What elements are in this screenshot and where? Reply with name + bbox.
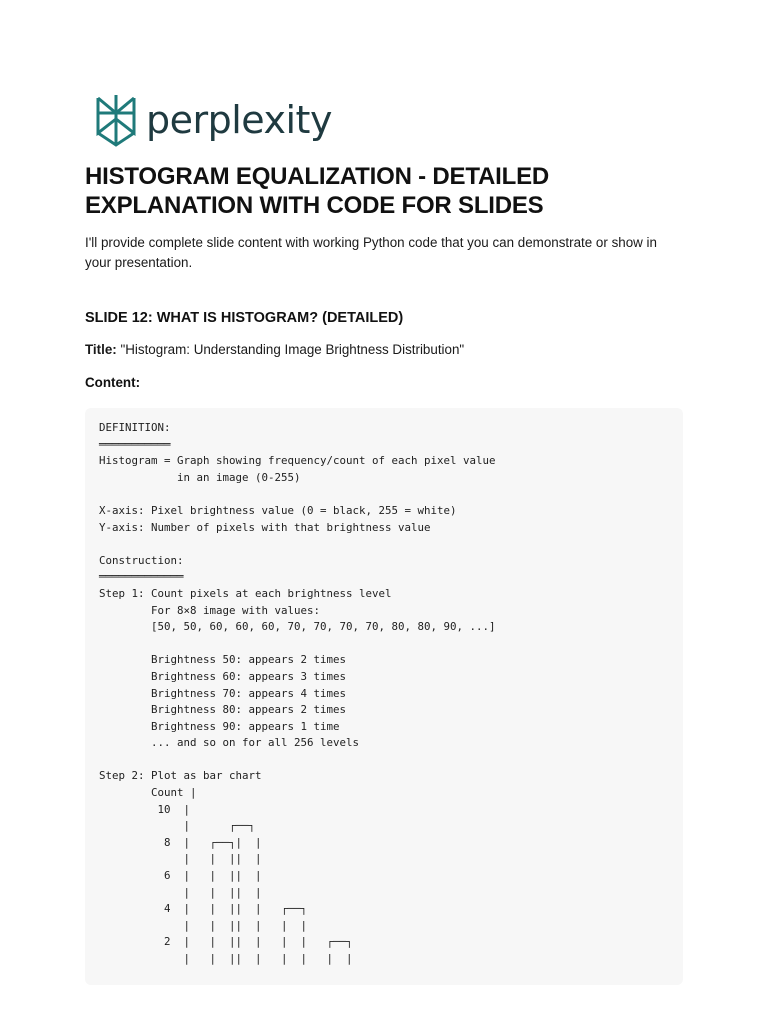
intro-paragraph: I'll provide complete slide content with working Python code that you can demonstrate or show in your presentation. <box>85 235 657 270</box>
code-block <box>85 408 683 985</box>
document-title: HISTOGRAM EQUALIZATION - DETAILED EXPLANATION WITH CODE FOR SLIDES <box>85 163 550 219</box>
content-label: Content: <box>85 375 141 390</box>
slide-title-label: Title: <box>85 342 117 357</box>
brand-name: perplexity <box>146 98 332 142</box>
brand-logo <box>94 92 332 148</box>
perplexity-logo-icon <box>94 93 138 147</box>
slide-heading: SLIDE 12: WHAT IS HISTOGRAM? (DETAILED) <box>85 310 404 326</box>
slide-title-line <box>85 342 464 357</box>
code-text: DEFINITION: ═══════════ Histogram = Graph showing frequency/count of each pixel value in an image (0-255) X-axis: Pixel brightness value (0 = black, 255 = white) Y-axis: Number of pixels with that brightness value Construction: ═════════════ Step 1: Count pixels at each brightness level For 8×8 image with values: [50, 50, 60, 60, 60, 70, 70, 70, 70, 80, 80, 90, ...] Brightness 50: appears 2 times Brightness 60: appears 3 times Brightness 70: appears 4 times Brightness 80: appears 2 times Brightness 90: appears 1 time ... and so on for all 256 levels Step 2: Plot as bar chart Count | 10 | | ┌──┐ 8 | ┌──┐| | | | || | 6 | | || | | | || | 4 | | || | ┌──┐ | | || | | | 2 | | || | | | ┌──┐ | | || | | | | | <box>99 421 496 965</box>
slide-title-value: "Histogram: Understanding Image Brightness Distribution" <box>120 342 465 357</box>
